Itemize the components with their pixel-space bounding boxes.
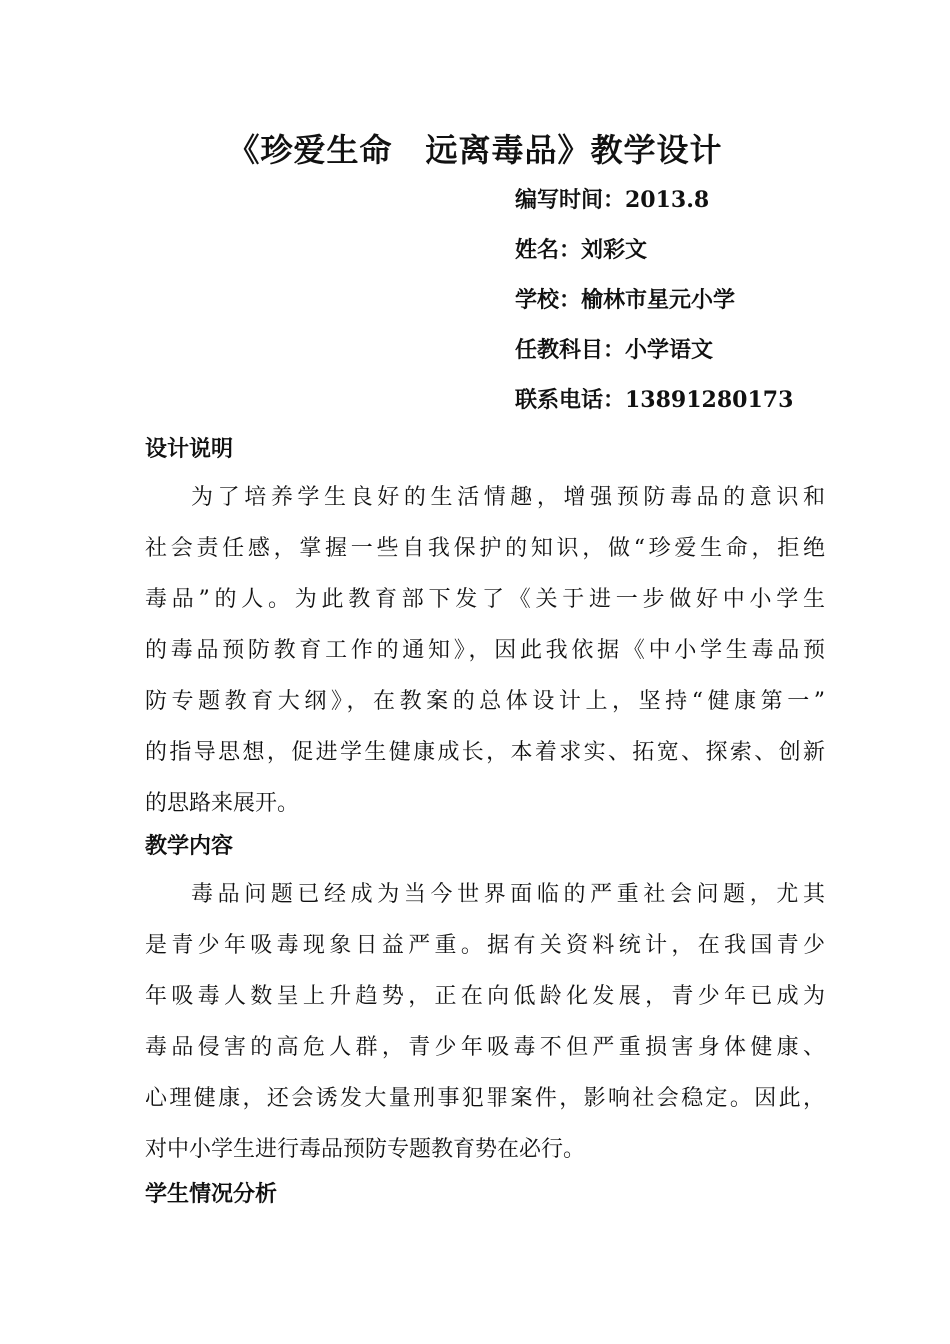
writing-date: 编写时间：2013.8 bbox=[515, 187, 710, 213]
paragraph-line: 的思路来展开。 bbox=[145, 791, 300, 816]
paragraph-line: 是青少年吸毒现象日益严重。据有关资料统计，在我国青少 bbox=[145, 933, 825, 958]
paragraph-line: 年吸毒人数呈上升趋势，正在向低龄化发展，青少年已成为 bbox=[145, 984, 825, 1009]
teaching-subject: 任教科目：小学语文 bbox=[515, 337, 714, 363]
author-info-block bbox=[515, 180, 915, 430]
paragraph-line: 毒品侵害的高危人群，青少年吸毒不但严重损害身体健康、 bbox=[145, 1035, 825, 1060]
paragraph-line: 的毒品预防教育工作的通知》，因此我依据《中小学生毒品预 bbox=[145, 638, 825, 663]
paragraph-line: 毒品”的人。为此教育部下发了《关于进一步做好中小学生 bbox=[145, 587, 825, 612]
document-title: 《珍爱生命 远离毒品》教学设计 bbox=[227, 131, 723, 169]
paragraph-line: 对中小学生进行毒品预防专题教育势在必行。 bbox=[145, 1137, 586, 1162]
paragraph-line: 心理健康，还会诱发大量刑事犯罪案件，影响社会稳定。因此， bbox=[145, 1086, 825, 1111]
paragraph-line: 毒品问题已经成为当今世界面临的严重社会问题，尤其 bbox=[191, 882, 825, 907]
author-name: 姓名：刘彩文 bbox=[515, 237, 648, 263]
contact-phone: 联系电话：13891280173 bbox=[515, 387, 794, 413]
design-notes-paragraph bbox=[145, 472, 825, 829]
teaching-content-paragraph bbox=[145, 869, 825, 1175]
paragraph-line: 防专题教育大纲》，在教案的总体设计上，坚持“健康第一” bbox=[145, 689, 825, 714]
school-name: 学校：榆林市星元小学 bbox=[515, 287, 736, 313]
paragraph-line: 为了培养学生良好的生活情趣，增强预防毒品的意识和 bbox=[191, 485, 825, 510]
section-heading-teaching-content: 教学内容 bbox=[145, 833, 234, 859]
paragraph-line: 社会责任感，掌握一些自我保护的知识，做“珍爱生命，拒绝 bbox=[145, 536, 825, 561]
section-heading-student-analysis: 学生情况分析 bbox=[145, 1181, 278, 1207]
paragraph-line: 的指导思想，促进学生健康成长，本着求实、拓宽、探索、创新 bbox=[145, 740, 825, 765]
section-heading-design-notes: 设计说明 bbox=[145, 436, 234, 462]
